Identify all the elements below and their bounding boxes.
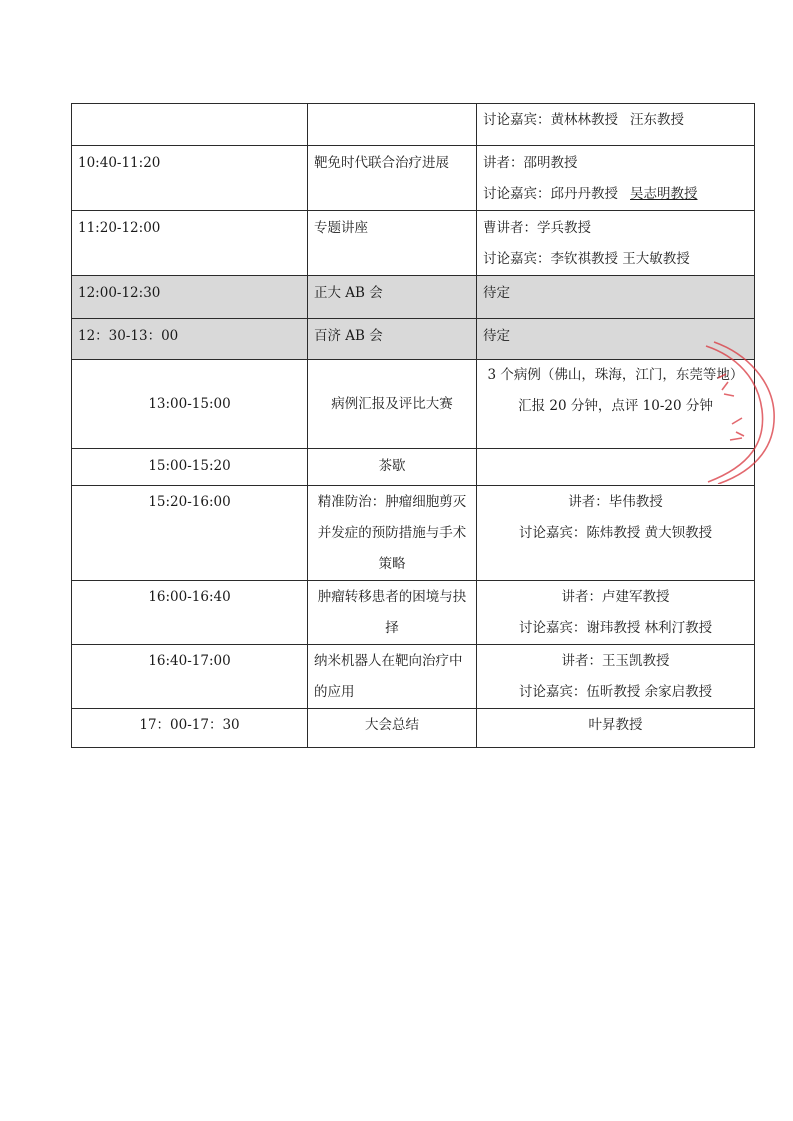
time-cell: 12:00-12:30 [72,276,308,319]
topic-cell: 百济 AB 会 [308,319,477,360]
table-row [72,104,755,146]
speaker-cell [477,581,755,645]
table-row [72,360,755,449]
table-row [72,211,755,276]
discussant-label: 讨论嘉宾： [483,112,551,128]
case-timing: 汇报 20 分钟，点评 10-20 分钟 [518,398,713,414]
speaker-cell [477,486,755,581]
topic-cell: 大会总结 [308,709,477,748]
topic-cell: 靶免时代联合治疗进展 [308,146,477,211]
time-cell: 15:00-15:20 [72,449,308,486]
time-cell: 11:20-12:00 [72,211,308,276]
table-row [72,276,755,319]
table-row [72,709,755,748]
case-description: 3 个病例（佛山，珠海，江门，东莞等地） [487,367,744,383]
table-row [72,319,755,360]
discussant-name: 汪东教授 [630,112,684,128]
speaker-cell: 待定 [477,319,755,360]
time-cell: 12：30-13：00 [72,319,308,360]
speaker-line: 曹讲者：学兵教授 [483,220,591,236]
discussant-line: 讨论嘉宾：陈炜教授 黄大钡教授 [518,525,713,541]
topic-text: 精准防治：肿瘤细胞剪灭并发症的预防措施与手术策略 [317,494,467,572]
topic-text: 肿瘤转移患者的困境与抉择 [317,589,467,636]
agenda-table [71,103,755,748]
time-cell: 13:00-15:00 [72,360,308,449]
time-cell: 15:20-16:00 [72,486,308,581]
topic-cell [308,104,477,146]
underlined-discussant-name: 吴志明教授 [630,186,698,202]
table-row [72,486,755,581]
discussant-line: 讨论嘉宾：李钦祺教授 王大敏教授 [483,251,690,267]
topic-text: 纳米机器人在靶向治疗中的应用 [314,653,463,700]
table-row [72,449,755,486]
speaker-cell: 叶昇教授 [477,709,755,748]
topic-cell [308,581,477,645]
discussant-line: 讨论嘉宾：伍昕教授 余家启教授 [518,684,713,700]
table-row [72,645,755,709]
table-row [72,581,755,645]
topic-cell: 茶歇 [308,449,477,486]
speaker-cell [477,360,755,449]
time-cell: 10:40-11:20 [72,146,308,211]
topic-cell: 专题讲座 [308,211,477,276]
speaker-cell [477,645,755,709]
time-cell: 16:40-17:00 [72,645,308,709]
speaker-cell [477,104,755,146]
speaker-line: 讲者：邵明教授 [483,155,578,171]
speaker-line: 讲者：卢建军教授 [561,589,670,605]
speaker-cell [477,146,755,211]
topic-cell [308,645,477,709]
discussant-name: 黄林林教授 [550,112,618,128]
topic-cell: 正大 AB 会 [308,276,477,319]
speaker-line: 讲者：毕伟教授 [568,494,663,510]
table-row [72,146,755,211]
discussant-label: 讨论嘉宾：邱丹丹教授 [483,186,618,202]
discussant-line: 讨论嘉宾：谢玮教授 林利汀教授 [518,620,713,636]
topic-cell [308,486,477,581]
speaker-cell [477,211,755,276]
speaker-cell [477,449,755,486]
time-cell [72,104,308,146]
topic-cell: 病例汇报及评比大赛 [308,360,477,449]
time-cell: 16:00-16:40 [72,581,308,645]
speaker-line: 讲者：王玉凯教授 [561,653,670,669]
time-cell: 17：00-17：30 [72,709,308,748]
speaker-cell: 待定 [477,276,755,319]
